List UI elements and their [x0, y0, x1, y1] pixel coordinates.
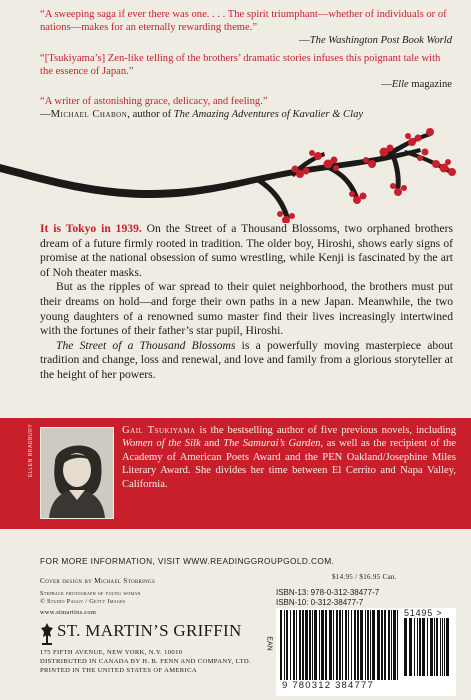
- barcode-addon-digits: 51495 >: [404, 608, 443, 618]
- barcode: [276, 608, 456, 696]
- printed-in: PRINTED IN THE UNITED STATES OF AMERICA: [40, 667, 197, 674]
- author-portrait-icon: [41, 428, 113, 518]
- publisher-website: www.stmartins.com: [40, 609, 97, 616]
- synopsis-paragraph-1: It is Tokyo in 1939. On the Street of a Thousand Blossoms, two orphaned brothers dream of a future firmly rooted in tradition. The older boy, Hiroshi, shows early signs of promise at the national obsession of sumo wrestling, while Kenji is fascinated by the art of Noh theater masks.: [40, 222, 453, 279]
- author-bio: Gail Tsukiyama is the bestselling author of five previous novels, including Women of the Silk and The Samurai’s Garden, as well as the recipient of the Academy of American Poets Award and the PEN Oakland/Josephine Miles Literary Award. She divides her time between El Cerrito and Napa Valley, California.: [122, 425, 457, 490]
- quote-elle: [40, 52, 452, 92]
- more-info-line: FOR MORE INFORMATION, VISIT WWW.READINGGROUPGOLD.COM.: [40, 556, 335, 566]
- cover-design-credit: Cover design by Michael Storrings: [40, 576, 156, 585]
- ean-barcode: [280, 610, 398, 680]
- isbn-10: ISBN-10: 0-312-38477-7: [276, 598, 364, 607]
- quote-text: “A sweeping saga if ever there was one. . . . The spirit triumphant—whether of individuals or of nations—makes for an eternally rewarding theme.”: [40, 9, 447, 34]
- barcode-digits: 9 780312 384777: [282, 680, 374, 691]
- canada-distribution: DISTRIBUTED IN CANADA BY H. B. FENN AND COMPANY, LTD.: [40, 658, 251, 665]
- author-name: Gail Tsukiyama: [122, 425, 196, 436]
- synopsis-lead: It is Tokyo in 1939.: [40, 222, 142, 235]
- isbn-block: [276, 588, 379, 608]
- publisher-address: 175 FIFTH AVENUE, NEW YORK, N.Y. 10010: [40, 649, 183, 656]
- quote-source: —The Washington Post Book World: [299, 35, 452, 47]
- author-photo: [40, 427, 114, 519]
- synopsis: [40, 222, 453, 383]
- ean-label: EAN: [265, 636, 273, 651]
- synopsis-paragraph-2: But as the ripples of war spread to their quiet neighborhood, the brothers must put their dreams on hold—and forge their own paths in a new Japan. Meanwhile, the two young daughters of a renowned sumo master find their lives increasingly intertwined with the fortunes of their father’s star pupil, Hiroshi.: [40, 280, 453, 338]
- review-quotes: [40, 8, 452, 126]
- quote-washington-post: [40, 8, 452, 48]
- quote-source: —Michael Chabon, author of The Amazing Adventures of Kavalier & Clay: [40, 109, 364, 121]
- stepback-credit: Stepback photograph of young woman © Studio Paggy / Getty Images: [40, 590, 141, 605]
- quote-chabon: [40, 95, 452, 121]
- cherry-blossom-branch-illustration: [0, 128, 471, 223]
- publisher-logo-icon: [40, 623, 54, 645]
- synopsis-paragraph-3: The Street of a Thousand Blossoms is a powerfully moving masterpiece about tradition and change, loss and renewal, and love and family from a glorious storyteller at the height of her powers.: [40, 338, 454, 381]
- publisher-name: ST. MARTIN’S GRIFFIN: [57, 621, 242, 640]
- photo-credit: ELLEN BRADBURY: [28, 423, 34, 477]
- price-addon-barcode: [404, 618, 450, 676]
- quote-text: “[Tsukiyama’s] Zen-like telling of the brothers’ dramatic stories infuses this poignant tale with the essence of Japan.”: [40, 52, 441, 77]
- isbn-13: ISBN-13: 978-0-312-38477-7: [276, 588, 380, 597]
- publisher-address-lines: [40, 648, 251, 675]
- quote-text: “A writer of astonishing grace, delicacy, and feeling.”: [40, 96, 268, 108]
- price: $14.95 / $16.95 Can.: [332, 573, 397, 581]
- quote-source: —Elle magazine: [381, 79, 452, 91]
